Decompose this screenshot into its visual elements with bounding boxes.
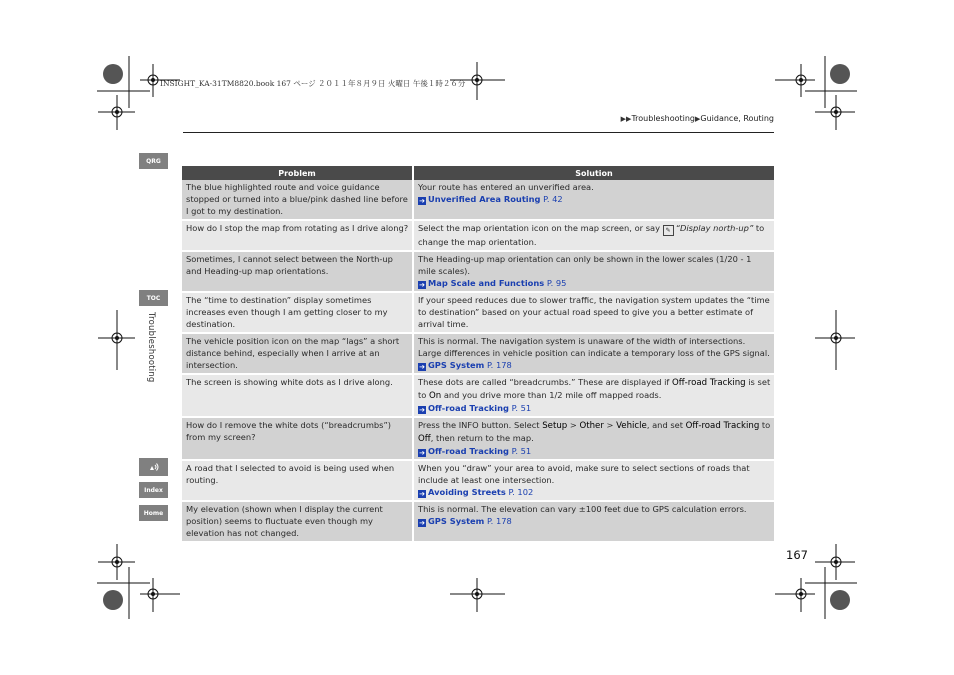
solution-text: to bbox=[759, 420, 771, 430]
solution-text: When you “draw” your area to avoid, make sure to select sections of roads that include at least one intersection. bbox=[418, 463, 750, 485]
voice-command-icon: ✎ bbox=[663, 225, 674, 236]
solution-text: to change the map orientation. bbox=[418, 223, 765, 247]
reference-label[interactable]: Map Scale and Functions bbox=[428, 278, 545, 288]
solution-text: The Heading-up map orientation can only be shown in the lower scales (1/20 - 1 mile scales). bbox=[418, 254, 752, 276]
home-tab[interactable]: Home bbox=[139, 505, 168, 521]
problem-cell: How do I remove the white dots (“breadcrumbs”) from my screen? bbox=[182, 418, 414, 461]
breadcrumb-subsection: Guidance, Routing bbox=[700, 114, 774, 123]
menu-item-text: Off-road Tracking bbox=[671, 378, 746, 388]
reference-arrow-icon: ➔ bbox=[419, 363, 425, 371]
toc-tab[interactable]: TOC bbox=[139, 290, 168, 306]
reference-arrow-icon: ➔ bbox=[419, 197, 425, 205]
solution-cell: If your speed reduces due to slower traffic, the navigation system updates the “time to destination” based on your actual road speed to give you a better estimate of arrival time. bbox=[414, 293, 774, 334]
menu-item-text: On bbox=[428, 391, 442, 401]
reference-label[interactable]: Off-road Tracking bbox=[428, 446, 509, 456]
breadcrumb-arrow-icon: ▶ bbox=[694, 115, 701, 123]
reference-label[interactable]: Unverified Area Routing bbox=[428, 194, 541, 204]
solution-text: and you drive more than 1/2 mile off mapped roads. bbox=[441, 390, 662, 400]
index-tab[interactable]: Index bbox=[139, 482, 168, 498]
solution-text: These dots are called “breadcrumbs.” These are displayed if bbox=[418, 377, 672, 387]
reference-label[interactable]: GPS System bbox=[428, 360, 485, 370]
problem-cell: My elevation (shown when I display the current position) seems to fluctuate even though my elevation has not changed. bbox=[182, 502, 414, 543]
reference-label[interactable]: Avoiding Streets bbox=[428, 487, 506, 497]
solution-text: , then return to the map. bbox=[430, 433, 534, 443]
breadcrumb-section[interactable]: Troubleshooting bbox=[631, 114, 695, 123]
problem-cell: Sometimes, I cannot select between the North-up and Heading-up map orientations. bbox=[182, 252, 414, 293]
column-header-problem: Problem bbox=[182, 166, 414, 180]
reference-page[interactable]: P. 178 bbox=[486, 360, 512, 370]
solution-text: > bbox=[603, 420, 617, 430]
problem-cell: How do I stop the map from rotating as I drive along? bbox=[182, 221, 414, 252]
menu-item-text: Off-road Tracking bbox=[685, 421, 760, 431]
voice-command-text: “Display north-up” bbox=[675, 223, 754, 233]
menu-item-text: Vehicle bbox=[616, 421, 647, 431]
solution-text: Select the map orientation icon on the map screen, or say bbox=[418, 223, 663, 233]
problem-cell: The vehicle position icon on the map “lags” a short distance behind, especially when I arrive at an intersection. bbox=[182, 334, 414, 375]
problem-cell: A road that I selected to avoid is being used when routing. bbox=[182, 461, 414, 502]
solution-text: > bbox=[567, 420, 580, 430]
reference-arrow-icon: ➔ bbox=[419, 519, 425, 527]
reference-page[interactable]: P. 102 bbox=[508, 487, 534, 497]
reference-arrow-icon: ➔ bbox=[419, 449, 425, 457]
solution-text: Your route has entered an unverified area. bbox=[418, 182, 594, 192]
section-vertical-label: Troubleshooting bbox=[146, 312, 156, 383]
column-header-solution: Solution bbox=[414, 166, 774, 180]
reference-page[interactable]: P. 51 bbox=[511, 446, 532, 456]
qrg-tab[interactable]: QRG bbox=[139, 153, 168, 169]
reference-page[interactable]: P. 42 bbox=[543, 194, 563, 204]
reference-label[interactable]: Off-road Tracking bbox=[428, 403, 509, 413]
solution-text: is set to bbox=[418, 377, 771, 400]
reference-label[interactable]: GPS System bbox=[428, 516, 485, 526]
problem-cell: The screen is showing white dots as I drive along. bbox=[182, 375, 414, 418]
menu-item-text: Off bbox=[418, 434, 431, 444]
print-header: INSIGHT_KA-31TM8820.book 167 ページ ２０１１年８月９日 火曜日 午後１時２６分 bbox=[160, 79, 466, 88]
reference-arrow-icon: ➔ bbox=[419, 406, 425, 414]
reference-arrow-icon: ➔ bbox=[419, 281, 425, 289]
reference-page[interactable]: P. 95 bbox=[546, 278, 567, 288]
problem-cell: The “time to destination” display sometimes increases even though I am getting closer to my destination. bbox=[182, 293, 414, 334]
reference-page[interactable]: P. 178 bbox=[486, 516, 512, 526]
reference-arrow-icon: ➔ bbox=[419, 490, 425, 498]
problem-cell: The blue highlighted route and voice guidance stopped or turned into a blue/pink dashed line before I got to my destination. bbox=[182, 180, 414, 221]
solution-text: Press the INFO button. Select bbox=[418, 420, 543, 430]
solution-text: , and set bbox=[646, 420, 686, 430]
solution-text: This is normal. The elevation can vary ±100 feet due to GPS calculation errors. bbox=[418, 504, 747, 514]
menu-item-text: Setup bbox=[542, 421, 568, 431]
page-number: 167 bbox=[786, 548, 808, 562]
solution-text: This is normal. The navigation system is unaware of the width of intersections. Large differences in vehicle position can indicate a temporary loss of the GPS signal. bbox=[418, 336, 770, 358]
reference-page[interactable]: P. 51 bbox=[511, 403, 532, 413]
breadcrumb-arrow-icon: ▶▶ bbox=[620, 115, 632, 123]
menu-item-text: Other bbox=[579, 421, 604, 431]
